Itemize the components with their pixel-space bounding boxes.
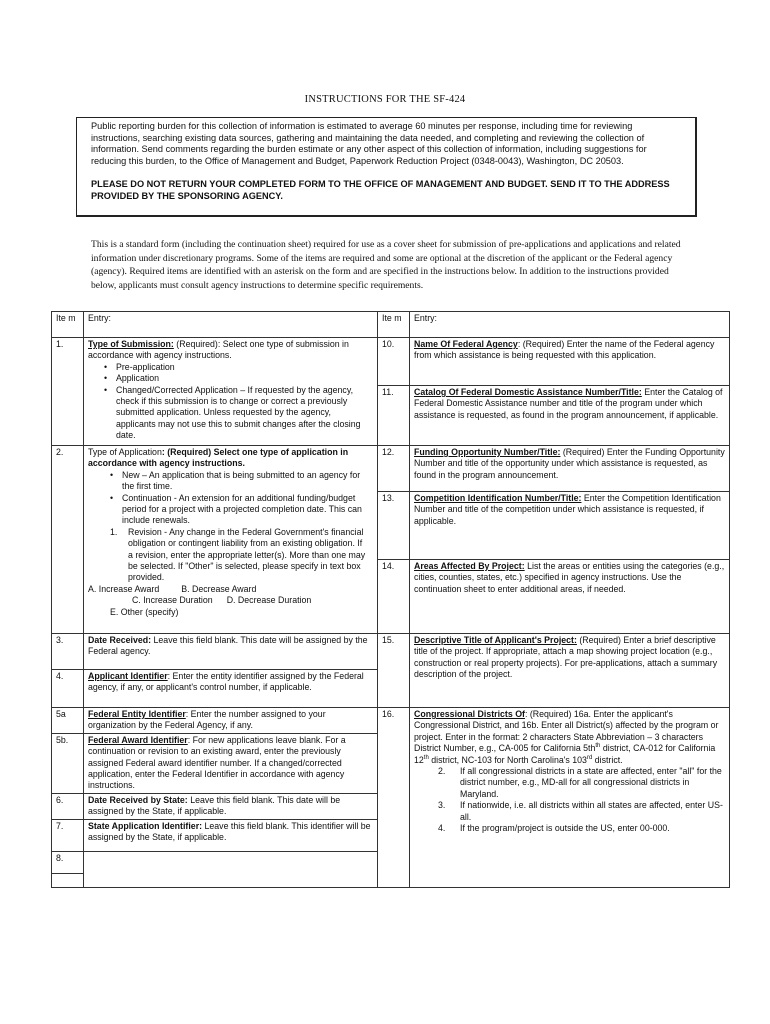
item-entry <box>410 446 730 492</box>
list-item <box>438 800 725 823</box>
item-text: Leave this field blank. This date will be assigned by the State, if applicable. <box>88 794 341 817</box>
burden-statement-box <box>76 117 697 217</box>
item-number: 12. <box>378 446 410 492</box>
item-text: Enter the Competition Identification Number and title of the competition under which assistance is requested, if applicable. <box>414 493 721 526</box>
item-number: 16. <box>378 708 410 888</box>
item-number: 3. <box>52 634 84 670</box>
item-text: Leave this field blank. This date will be assigned by the Federal agency. <box>88 635 368 657</box>
list-item: • Pre-application <box>104 362 373 373</box>
item-number: 5a <box>52 708 84 734</box>
table-row <box>52 634 730 670</box>
district-rules-list <box>414 766 725 834</box>
item-title: : (Required) Select one type of application in accordance with agency instructions. <box>88 447 349 469</box>
option-d: D. Decrease Duration <box>226 595 312 606</box>
revision-number: 1. <box>110 526 118 537</box>
list-text: If all congressional districts in a state are affected, enter "all" for the district number, e.g., MD-all for all congressional districts in Maryland. <box>460 766 722 799</box>
item-entry <box>410 386 730 446</box>
item-text: (Required): Select one type of submission in accordance with agency instructions. <box>88 339 349 361</box>
item-text: district, NC-103 for North Carolina's 103 <box>428 754 587 765</box>
item-entry <box>410 634 730 708</box>
item-text: Enter the Catalog of Federal Domestic Assistance number and title of the program under which assistance is requested, as found in the program announcement, if applicable. <box>414 387 723 420</box>
option-e: E. Other (specify) <box>110 606 179 617</box>
item-entry <box>84 793 378 819</box>
item-title: Type of Submission: <box>88 339 174 349</box>
option-a: A. Increase Award <box>88 583 160 594</box>
superscript: th <box>595 743 601 750</box>
burden-text: Public reporting burden for this collection of information is estimated to average 60 minutes per response, including time for reviewing instructions, searching existing data sources, gathering and maintaining the data needed, and completing and reviewing the collection of information. Send comments regarding the burden estimate or any other aspect of this collection of information, including suggestions for reducing this burden, to the Office of Management and Budget, Paperwork Reduction Project (0348-0043), Washington, DC 20503. <box>91 121 647 166</box>
item-title: Applicant Identifier <box>88 671 168 681</box>
item-header: Ite m <box>52 312 84 338</box>
item-entry <box>84 708 378 734</box>
submission-type-list <box>88 362 373 442</box>
item-title: Federal Entity Identifier <box>88 709 186 719</box>
item-text: (Required) Enter the Funding Opportunity Number and title of the opportunity under which assistance is requested, as found in the program announcement. <box>414 447 725 480</box>
list-item: • New – An application that is being submitted to an agency for the first time. <box>110 470 373 493</box>
item-text: district. <box>592 754 623 765</box>
item-text: (Required) Enter a brief descriptive title of the project. If appropriate, attach a map showing project location (e.g., construction or real property projects). For pre-applications, attach a summary description of the project. <box>414 635 718 680</box>
item-text: : Enter the entity identifier assigned by the Federal agency, if any, or applicant's control number, if applicable. <box>88 671 364 693</box>
item-title: State Application Identifier: <box>88 820 203 831</box>
item-text: List the areas or entities using the categories (e.g., cities, counties, states, etc.) specified in agency instructions. Use the continuation sheet to enter additional areas, if needed. <box>414 561 725 594</box>
item-number: 6. <box>52 793 84 819</box>
item-entry <box>410 492 730 560</box>
revision-options <box>88 584 373 618</box>
list-number: 2. <box>438 766 446 777</box>
table-row <box>52 708 730 734</box>
revision-item <box>88 527 373 584</box>
item-title: Federal Award Identifier <box>88 734 188 745</box>
item-entry <box>84 819 378 851</box>
item-header: Ite m <box>378 312 410 338</box>
table-header-row <box>52 312 730 338</box>
superscript: th <box>423 754 429 761</box>
item-number: 8. <box>52 851 84 873</box>
item-text: : (Required) 16a. Enter the applicant's Congressional District, and 16b. Enter all District(s) affected by the program or project. Enter in the format: 2 characters State Abbreviation – 3 characters District Number, e.g., CA-005 for California 5th <box>414 709 719 754</box>
revision-text: Revision - Any change in the Federal Government's financial obligation or contingent liability from an existing obligation. If a revision, enter the appropriate letter(s). More than one may be selected. If "Other" is selected, please specify in text box provided. <box>128 526 366 583</box>
item-number: 14. <box>378 560 410 634</box>
list-number: 4. <box>438 823 446 834</box>
item-number: 11. <box>378 386 410 446</box>
item-text: district, CA-012 for California 12 <box>414 743 716 765</box>
item-entry-empty <box>84 851 378 887</box>
empty-cell <box>52 873 84 887</box>
item-title: Funding Opportunity Number/Title: <box>414 447 561 457</box>
item-title: Descriptive Title of Applicant's Project: <box>414 635 577 645</box>
entry-header: Entry: <box>84 312 378 338</box>
instructions-table <box>51 311 730 888</box>
application-type-list <box>88 470 373 527</box>
item-title: Catalog Of Federal Domestic Assistance Number/Title: <box>414 387 642 397</box>
list-item: • Application <box>104 373 373 384</box>
item-entry <box>410 560 730 634</box>
item-number: 2. <box>52 446 84 634</box>
item-entry <box>84 338 378 446</box>
item-number: 15. <box>378 634 410 708</box>
list-number: 3. <box>438 800 446 811</box>
entry-header: Entry: <box>410 312 730 338</box>
list-item: • Continuation - An extension for an additional funding/budget period for a project with a projected completion date. This can include renewals. <box>110 493 373 527</box>
item-text: : For new applications leave blank. For a continuation or revision to an existing award, enter the previously assigned Federal award identifier number. If a changed/corrected application, enter the Federal Identifier in accordance with agency instructions. <box>88 734 346 791</box>
item-number: 13. <box>378 492 410 560</box>
option-b: B. Decrease Award <box>181 583 257 594</box>
item-entry <box>410 708 730 888</box>
list-text: If nationwide, i.e. all districts within all states are affected, enter US-all. <box>460 800 723 822</box>
item-text: Leave this field blank. This identifier will be assigned by the State, if applicable. <box>88 820 371 843</box>
table-row <box>52 338 730 386</box>
item-title: Date Received: <box>88 635 152 645</box>
item-number: 7. <box>52 819 84 851</box>
item-text: : Enter the number assigned to your organization by the Federal Agency, if any. <box>88 709 326 731</box>
item-lead: Type of Application <box>88 447 162 457</box>
list-item <box>438 766 725 800</box>
list-item <box>438 823 725 834</box>
list-text: If the program/project is outside the US, enter 00-000. <box>460 823 670 834</box>
item-title: Areas Affected By Project: <box>414 561 525 571</box>
option-c: C. Increase Duration <box>132 595 213 606</box>
item-entry <box>84 733 378 793</box>
item-title: Congressional Districts Of <box>414 709 525 719</box>
table-row <box>52 446 730 492</box>
item-number: 4. <box>52 670 84 708</box>
superscript: rd <box>586 754 593 761</box>
item-title: Date Received by State: <box>88 794 188 805</box>
item-number: 10. <box>378 338 410 386</box>
item-title: Competition Identification Number/Title: <box>414 493 582 503</box>
item-title: Name Of Federal Agency <box>414 339 518 349</box>
burden-warning: PLEASE DO NOT RETURN YOUR COMPLETED FORM TO THE OFFICE OF MANAGEMENT AND BUDGET. SEND IT TO THE ADDRESS PROVIDED BY THE SPONSORING AGENCY. <box>91 179 670 201</box>
item-entry <box>410 338 730 386</box>
list-item: • Changed/Corrected Application – If requested by the agency, check if this submission is to change or correct a previously submitted application. Unless requested by the agency, applicants may not use this to submit changes after the closing date. <box>104 385 373 442</box>
item-number: 1. <box>52 338 84 446</box>
intro-paragraph: This is a standard form (including the continuation sheet) required for use as a cover sheet for submission of pre-applications and applications and related information under discretionary programs. Some of the items are required and some are optional at the discretion of the applicant or the Federal agency (agency). Required items are identified with an asterisk on the form and are specified in the instructions below. In addition to the instructions provided below, applicants must consult agency instructions to determine specific requirements. <box>91 239 681 292</box>
item-entry <box>84 446 378 634</box>
item-text: : (Required) Enter the name of the Federal agency from which assistance is being requested with this application. <box>414 339 715 361</box>
item-entry <box>84 634 378 670</box>
item-number: 5b. <box>52 733 84 793</box>
page-title: INSTRUCTIONS FOR THE SF-424 <box>304 94 466 105</box>
item-entry <box>84 670 378 708</box>
